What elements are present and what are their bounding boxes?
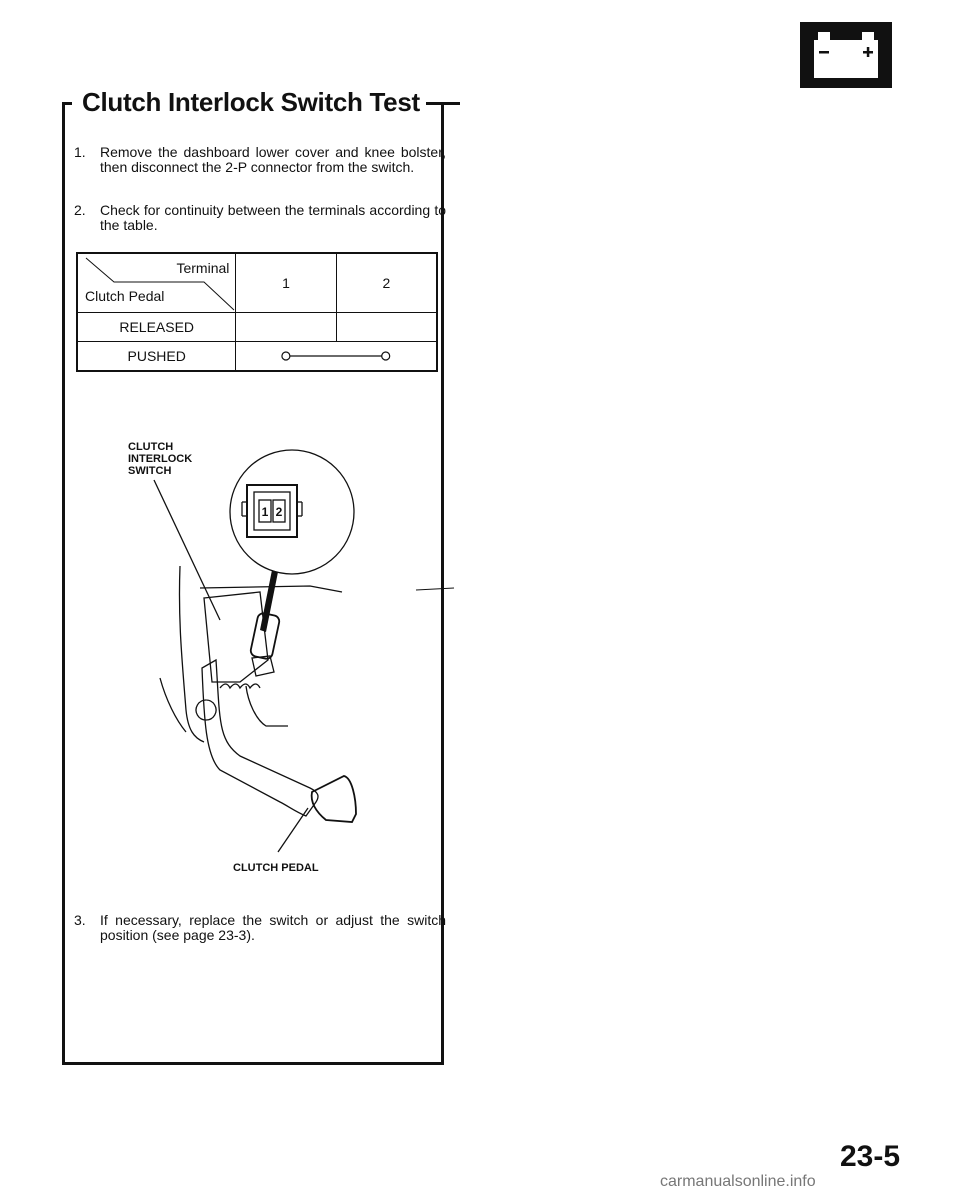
cell-pushed-continuity [236,342,437,372]
continuity-terminal-1 [282,352,290,360]
column-header-2: 2 [336,253,437,313]
step-2 [74,203,446,233]
step-number: 1. [74,144,86,160]
corner-pedal-label: Clutch Pedal [85,288,165,304]
switch-label-line: SWITCH [128,465,172,477]
continuity-symbol [236,342,436,370]
switch-leader-line [154,480,220,620]
pedal-arm [202,660,318,816]
corner-terminal-label: Terminal [176,260,230,276]
connector-callout-circle [230,450,354,574]
connector-terminal-1: 1 [261,505,269,519]
step-3 [74,913,446,943]
switch-nut [252,656,274,676]
row-label-released: RELEASED [77,313,236,342]
watermark: carmanualsonline.info [660,1173,816,1190]
switch-label-line: CLUTCH [128,441,174,453]
pedal-leader-line [278,808,308,852]
clutch-switch-illustration [120,420,455,860]
continuity-table [76,252,438,372]
cell-released-2 [336,313,437,342]
page-number: 23-5 [840,1140,901,1173]
table-row [77,342,437,372]
continuity-terminal-2 [382,352,390,360]
step-number: 3. [74,912,86,928]
switch-label-line: INTERLOCK [128,453,193,465]
step-text: Check for continuity between the terminals according to the table. [100,202,446,233]
connector-pointer [260,570,278,632]
row-label-pushed: PUSHED [77,342,236,372]
pedal-pad [312,776,356,822]
step-number: 2. [74,202,86,218]
table-row [77,313,437,342]
frame-top-left-rule [62,102,72,105]
pedal-callout-label: CLUTCH PEDAL [233,862,319,874]
page-title: Clutch Interlock Switch Test [76,87,426,118]
step-text: If necessary, replace the switch or adjust the switch position (see page 23-3). [100,912,446,943]
dash-outline [179,566,204,742]
return-spring [220,684,260,688]
step-text: Remove the dashboard lower cover and knee bolster, then disconnect the 2-P connector from the switch. [100,144,446,175]
column-header-1: 1 [236,253,336,313]
battery-icon [800,22,892,88]
table-corner-header [77,253,236,313]
connector-terminal-2: 2 [275,505,283,519]
cell-released-1 [236,313,336,342]
switch-callout-label [128,441,218,477]
pivot-ring [196,700,216,720]
connector-2p-icon [242,485,302,537]
step-1 [74,145,446,175]
